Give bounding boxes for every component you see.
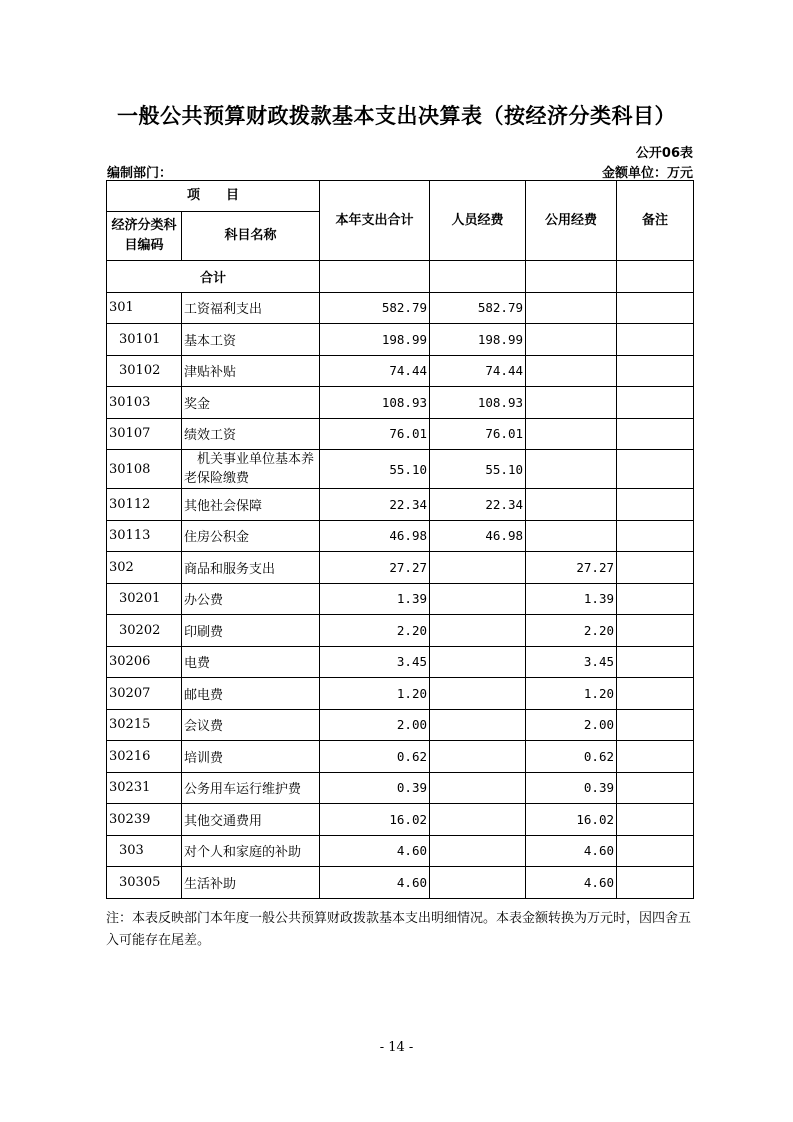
row-name: 工资福利支出 [182, 292, 320, 324]
table-row [107, 772, 694, 804]
table-row [107, 646, 694, 678]
row-public: 1.39 [526, 583, 617, 615]
row-code: 30216 [107, 741, 182, 773]
row-remark [617, 678, 694, 710]
row-personnel [430, 615, 526, 647]
row-total: 0.62 [320, 741, 430, 773]
row-code: 30239 [107, 804, 182, 836]
row-code: 30215 [107, 709, 182, 741]
row-public: 4.60 [526, 867, 617, 899]
row-name: 培训费 [182, 741, 320, 773]
row-code: 30202 [107, 615, 182, 647]
row-total: 22.34 [320, 489, 430, 521]
row-code: 30201 [107, 583, 182, 615]
row-total: 4.60 [320, 835, 430, 867]
row-total: 27.27 [320, 552, 430, 584]
row-personnel [430, 741, 526, 773]
row-personnel: 55.10 [430, 450, 526, 489]
table-row [107, 709, 694, 741]
row-code: 303 [107, 835, 182, 867]
row-remark [617, 355, 694, 387]
row-total: 108.93 [320, 387, 430, 419]
row-remark [617, 450, 694, 489]
header-name: 科目名称 [182, 212, 320, 261]
row-public: 2.20 [526, 615, 617, 647]
row-name: 绩效工资 [182, 418, 320, 450]
department-label: 编制部门： [107, 166, 173, 181]
row-name: 会议费 [182, 709, 320, 741]
row-name: 生活补助 [182, 867, 320, 899]
row-name: 邮电费 [182, 678, 320, 710]
row-public: 2.00 [526, 709, 617, 741]
row-remark [617, 520, 694, 552]
row-remark [617, 324, 694, 356]
row-public: 3.45 [526, 646, 617, 678]
row-total: 3.45 [320, 646, 430, 678]
total-amount [320, 261, 430, 293]
row-total: 76.01 [320, 418, 430, 450]
row-personnel [430, 867, 526, 899]
row-code: 30101 [107, 324, 182, 356]
row-remark [617, 646, 694, 678]
header-public: 公用经费 [526, 181, 617, 261]
row-total: 198.99 [320, 324, 430, 356]
row-personnel [430, 552, 526, 584]
row-personnel: 74.44 [430, 355, 526, 387]
row-personnel [430, 709, 526, 741]
row-remark [617, 867, 694, 899]
table-row [107, 804, 694, 836]
row-public [526, 450, 617, 489]
row-code: 30207 [107, 678, 182, 710]
row-public: 1.20 [526, 678, 617, 710]
row-total: 55.10 [320, 450, 430, 489]
row-remark [617, 552, 694, 584]
total-personnel [430, 261, 526, 293]
row-name: 其他交通费用 [182, 804, 320, 836]
table-row [107, 355, 694, 387]
row-total: 46.98 [320, 520, 430, 552]
page-title: 一般公共预算财政拨款基本支出决算表（按经济分类科目） [117, 104, 676, 128]
header-remark: 备注 [617, 181, 694, 261]
row-code: 30108 [107, 450, 182, 489]
row-public: 27.27 [526, 552, 617, 584]
header-total: 本年支出合计 [320, 181, 430, 261]
row-public [526, 418, 617, 450]
table-row [107, 520, 694, 552]
form-number: 公开06表 [635, 146, 693, 161]
row-personnel [430, 772, 526, 804]
row-name: 奖金 [182, 387, 320, 419]
row-personnel: 582.79 [430, 292, 526, 324]
row-public [526, 489, 617, 521]
row-name: 公务用车运行维护费 [182, 772, 320, 804]
row-public: 16.02 [526, 804, 617, 836]
row-personnel: 108.93 [430, 387, 526, 419]
row-name: 电费 [182, 646, 320, 678]
unit-label: 金额单位：万元 [601, 166, 693, 181]
table-row [107, 741, 694, 773]
row-total: 4.60 [320, 867, 430, 899]
row-code: 30206 [107, 646, 182, 678]
row-total: 74.44 [320, 355, 430, 387]
row-total: 1.39 [320, 583, 430, 615]
total-public [526, 261, 617, 293]
row-code: 301 [107, 292, 182, 324]
row-personnel: 46.98 [430, 520, 526, 552]
row-total: 2.00 [320, 709, 430, 741]
row-code: 30112 [107, 489, 182, 521]
total-label: 合计 [107, 261, 320, 293]
total-remark [617, 261, 694, 293]
row-remark [617, 489, 694, 521]
row-remark [617, 772, 694, 804]
row-public [526, 324, 617, 356]
row-remark [617, 418, 694, 450]
header-row-1 [107, 181, 694, 212]
row-personnel [430, 678, 526, 710]
row-remark [617, 709, 694, 741]
row-public [526, 520, 617, 552]
table-row [107, 678, 694, 710]
table-row [107, 489, 694, 521]
row-code: 30103 [107, 387, 182, 419]
row-code: 30231 [107, 772, 182, 804]
row-name: 其他社会保障 [182, 489, 320, 521]
table-row [107, 867, 694, 899]
row-personnel [430, 583, 526, 615]
row-code: 302 [107, 552, 182, 584]
row-name: 津贴补贴 [182, 355, 320, 387]
row-name: 印刷费 [182, 615, 320, 647]
table-row [107, 835, 694, 867]
row-total: 2.20 [320, 615, 430, 647]
table-row [107, 583, 694, 615]
row-public [526, 292, 617, 324]
row-code: 30107 [107, 418, 182, 450]
row-personnel [430, 646, 526, 678]
page-number: - 14 - [379, 1040, 414, 1055]
row-total: 1.20 [320, 678, 430, 710]
table-row [107, 615, 694, 647]
row-code: 30102 [107, 355, 182, 387]
row-total: 582.79 [320, 292, 430, 324]
table-row [107, 387, 694, 419]
row-remark [617, 804, 694, 836]
row-public [526, 387, 617, 419]
row-remark [617, 835, 694, 867]
row-public [526, 355, 617, 387]
row-public: 0.62 [526, 741, 617, 773]
row-name: 办公费 [182, 583, 320, 615]
row-code: 30113 [107, 520, 182, 552]
header-item: 项 目 [107, 181, 320, 212]
row-total: 0.39 [320, 772, 430, 804]
row-name: 基本工资 [182, 324, 320, 356]
row-public: 0.39 [526, 772, 617, 804]
row-remark [617, 583, 694, 615]
expenditure-table [106, 180, 694, 899]
row-remark [617, 741, 694, 773]
row-personnel: 198.99 [430, 324, 526, 356]
table-row [107, 450, 694, 489]
row-code: 30305 [107, 867, 182, 899]
row-remark [617, 615, 694, 647]
row-remark [617, 292, 694, 324]
row-name: 商品和服务支出 [182, 552, 320, 584]
table-row [107, 418, 694, 450]
row-name: 机关事业单位基本养老保险缴费 [182, 450, 320, 489]
table-row [107, 292, 694, 324]
footnote: 注：本表反映部门本年度一般公共预算财政拨款基本支出明细情况。本表金额转换为万元时，因四舍五入可能存在尾差。 [106, 911, 692, 948]
row-personnel [430, 835, 526, 867]
total-row [107, 261, 694, 293]
row-personnel: 22.34 [430, 489, 526, 521]
row-remark [617, 387, 694, 419]
row-personnel: 76.01 [430, 418, 526, 450]
row-name: 住房公积金 [182, 520, 320, 552]
row-public: 4.60 [526, 835, 617, 867]
row-personnel [430, 804, 526, 836]
table-row [107, 552, 694, 584]
row-name: 对个人和家庭的补助 [182, 835, 320, 867]
row-total: 16.02 [320, 804, 430, 836]
table-row [107, 324, 694, 356]
header-code: 经济分类科目编码 [107, 212, 182, 261]
header-personnel: 人员经费 [430, 181, 526, 261]
